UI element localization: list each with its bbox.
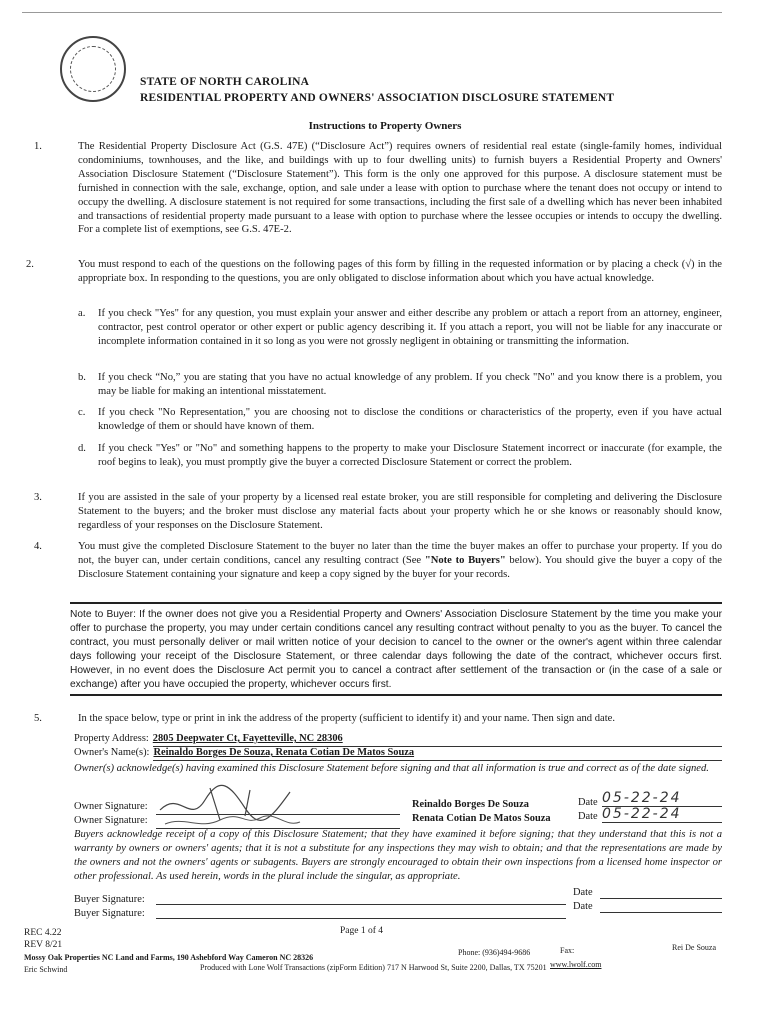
page-number: Page 1 of 4 <box>340 926 384 936</box>
date-field-1[interactable]: 05-22-24 <box>602 790 722 807</box>
item-3-text: If you are assisted in the sale of your property by a licensed real estate broker, you are still responsible for completing and delivering the Disclosure Statement to the buyers; and the broker must disclose any material facts about your property which he or she knows or reasonably should know, regardless of your responses on the Disclosure Statement. <box>78 492 722 531</box>
date-field-2[interactable]: 05-22-24 <box>602 806 722 823</box>
file-name: Rei De Souza <box>672 943 716 952</box>
agent-name: Eric Schwind <box>24 965 68 974</box>
subitem-letter: b. <box>78 372 86 383</box>
item-number: 3. <box>34 492 42 503</box>
owners-name-field[interactable] <box>153 746 722 761</box>
owners-name-label: Owner's Name(s): <box>74 747 150 758</box>
owner-signature-label-2: Owner Signature: <box>74 815 148 826</box>
website-link[interactable]: www.lwolf.com <box>550 960 602 969</box>
subitem-letter: d. <box>78 443 86 454</box>
buyer-date-label-1: Date <box>573 887 593 898</box>
phone-number: Phone: (936)494-9686 <box>458 948 531 957</box>
date-label-2: Date <box>578 811 598 822</box>
item-number: 5. <box>34 713 42 724</box>
owner-signature-label-1: Owner Signature: <box>74 801 148 812</box>
item-4-text-a: You must give the completed Disclosure Statement to the buyer no later than the time the buyer makes an offer to purchase your property. If you do not, the buyer can, under certain conditions, cancel any resulting contract (See <box>78 541 722 566</box>
item-1-text: The Residential Property Disclosure Act (G.S. 47E) (“Disclosure Act”) requires owners of residential real estate (single-family homes, individual condominiums, townhouses, and the like, and buildings with up to four dwelling units) to furnish buyers a Residential Property and Owners' Association Disclosure Statement (“Disclosure Statement”). This form is the only one approved for this purpose. A disclosure statement must be furnished in connection with the sale, exchange, option, and sale under a lease with option to purchase where the tenant does not occupy or intend to occupy the dwelling. A disclosure statement is not required for some transactions, including the first sale of a dwelling which has never been inhabited and transactions of residential property made pursuant to a lease with option to purchase where the lessee occupies or intends to occupy the dwelling. For a complete list of exemptions, see G.S. 47E-2. <box>78 141 722 236</box>
property-address-label: Property Address: <box>74 733 149 744</box>
item-number: 2. <box>26 259 34 270</box>
seal-inner-ring <box>70 46 116 92</box>
subitem-c-text: If you check "No Representation," you are choosing not to disclose the conditions or characteristics of the property, even if you have actual knowledge of them or should have known of them. <box>98 407 722 432</box>
owner-1-name: Reinaldo Borges De Souza <box>412 799 529 810</box>
buyer-date-line-2[interactable] <box>600 912 722 913</box>
buyer-acknowledgement: Buyers acknowledge receipt of a copy of this Disclosure Statement; that they have examined it before signing; that they understand that this is not a warranty by owners or owners' agents; that it is not a substitute for any inspections they may wish to obtain; and that the representations are made by the owners and not the owners' agents or subagents. Buyers are strongly encouraged to obtain their own inspections from a licensed home inspector or other professional. As used herein, words in the plural include the singular, as appropriate. <box>74 829 722 882</box>
subitem-d-text: If you check "Yes" or "No" and something happens to the property to make your Disclosure Statement incorrect or inaccurate (for example, the roof begins to leak), you must promptly give the buyer a corrected Disclosure Statement or correct the problem. <box>98 443 722 468</box>
owners-name-value: Reinaldo Borges De Souza, Renata Cotian De Matos Souza <box>153 747 415 758</box>
subitem-b-text: If you check “No,” you are stating that you have no actual knowledge of any problem. If you check "No" and you know there is a problem, you may be liable for making an intentional misstatement. <box>98 372 722 397</box>
buyer-signature-line-1[interactable] <box>156 904 566 905</box>
subitem-a-text: If you check "Yes" for any question, you must explain your answer and either describe any problem or attach a report from an attorney, engineer, contractor, pest control operator or other expert or public agency describing it. If you attach a report, you will not be liable for any inaccurate or incomplete information contained in it so long as you were not grossly negligent in obtaining or transmitting the information. <box>98 308 722 347</box>
title-line-1: STATE OF NORTH CAROLINA <box>140 76 310 88</box>
owners-name-row <box>74 746 722 761</box>
item-5-text: In the space below, type or print in ink the address of the property (sufficient to identify it) and your name. Then sign and date. <box>78 713 615 724</box>
company-info: Mossy Oak Properties NC Land and Farms, 190 Ashebford Way Cameron NC 28326 <box>24 953 314 962</box>
top-rule <box>22 12 722 13</box>
buyer-signature-line-2[interactable] <box>156 918 566 919</box>
instructions-heading: Instructions to Property Owners <box>308 120 462 132</box>
note-to-buyer-box: Note to Buyer: If the owner does not give you a Residential Property and Owners' Association Disclosure Statement by the time you make your offer to purchase the property, you may under certain conditions cancel any resulting contract without penalty to you as the buyer. To cancel the contract, you must personally deliver or mail written notice of your decision to cancel to the owner or the owner's agent within three calendar days following your receipt of the Disclosure Statement, or three calendar days following the date of the contract, whichever occurs first. However, in no event does the Disclosure Act permit you to cancel a contract after settlement of the transaction or (in the case of a sale or exchange) after you have occupied the property, whichever occurs first. <box>70 602 722 696</box>
form-code: REC 4.22 <box>24 928 62 938</box>
buyer-signature-label-2: Buyer Signature: <box>74 908 145 919</box>
item-4-text-b: below). You should give the buyer a copy of the Disclosure Statement containing your signature and keep a copy signed by the buyer for your records. <box>78 554 722 580</box>
property-address-field[interactable] <box>153 732 722 747</box>
property-address-row <box>74 732 722 747</box>
buyer-signature-label-1: Buyer Signature: <box>74 894 145 905</box>
buyer-date-line-1[interactable] <box>600 898 722 899</box>
form-revision: REV 8/21 <box>24 940 63 950</box>
owner-signature-scribble <box>150 780 330 832</box>
produced-with: Produced with Lone Wolf Transactions (zipForm Edition) 717 N Harwood St, Suite 2200, Dallas, TX 75201 <box>200 963 547 972</box>
item-number: 4. <box>34 541 42 552</box>
document-title <box>140 74 614 106</box>
nc-real-estate-commission-seal <box>60 36 126 102</box>
item-4-text <box>78 540 722 582</box>
item-2-text: You must respond to each of the questions on the following pages of this form by filling in the requested information or by placing a check (√) in the appropriate box. In responding to the questions, you are only obligated to disclose information about which you have actual knowledge. <box>78 259 722 284</box>
subitem-letter: c. <box>78 407 86 418</box>
item-number: 1. <box>34 141 42 152</box>
property-address-value: 2805 Deepwater Ct, Fayetteville, NC 28306 <box>152 733 343 744</box>
date-label-1: Date <box>578 797 598 808</box>
buyer-date-label-2: Date <box>573 901 593 912</box>
owner-2-name: Renata Cotian De Matos Souza <box>412 813 551 824</box>
subitem-letter: a. <box>78 308 86 319</box>
owner-acknowledgement: Owner(s) acknowledge(s) having examined this Disclosure Statement before signing and that all information is true and correct as of the date signed. <box>74 763 709 774</box>
title-line-2: RESIDENTIAL PROPERTY AND OWNERS' ASSOCIATION DISCLOSURE STATEMENT <box>140 92 615 104</box>
note-to-buyers-ref: "Note to Buyers" <box>424 554 506 566</box>
fax-label: Fax: <box>560 946 575 955</box>
